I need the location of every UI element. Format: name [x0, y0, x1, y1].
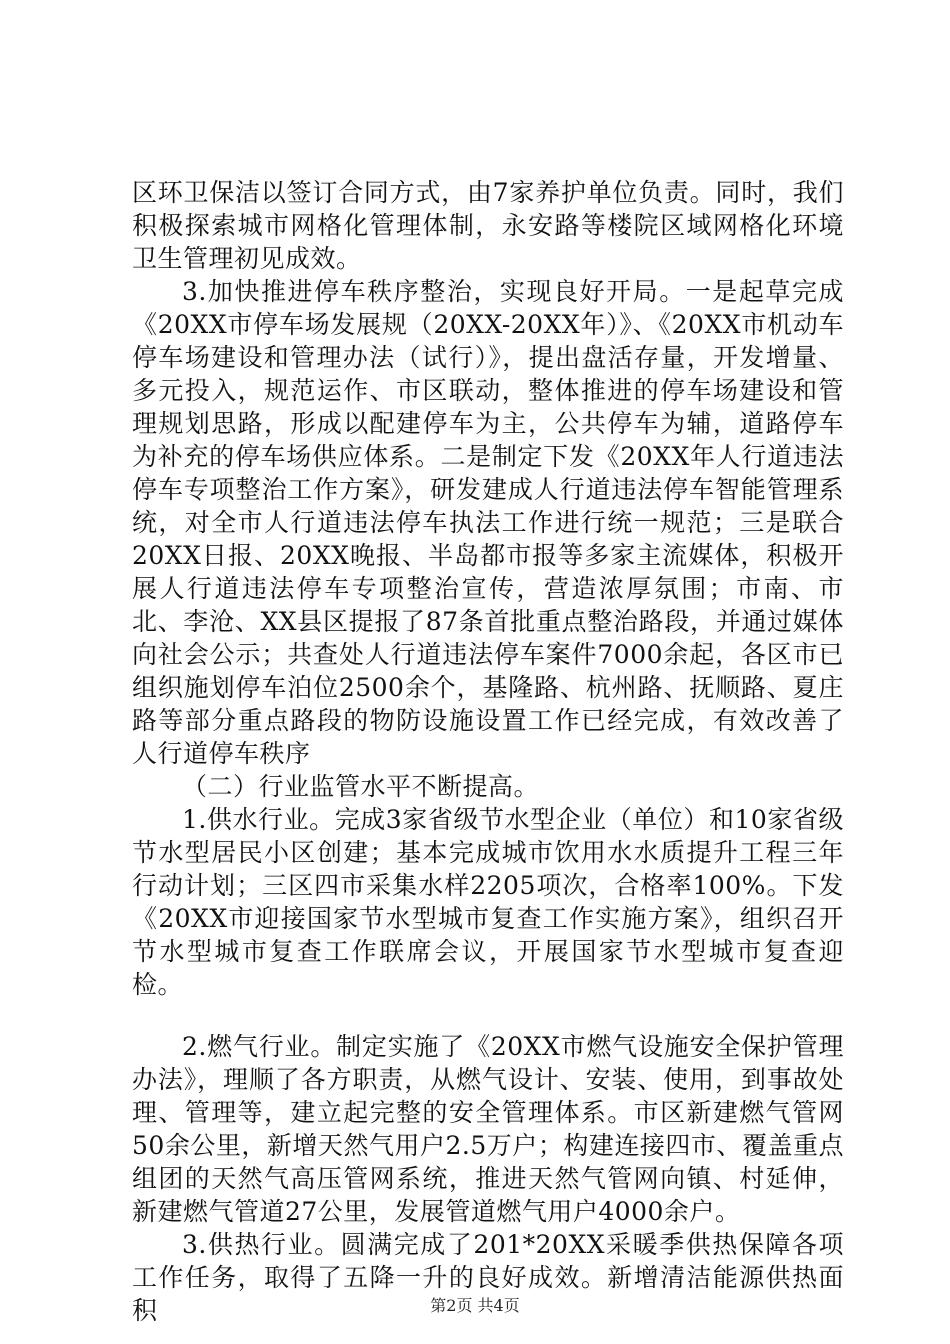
page-number: 第2页 共4页	[430, 1296, 520, 1315]
paragraph-water-supply: 1.供水行业。完成3家省级节水型企业（单位）和10家省级节水型居民小区创建；基本完成城市饮用水水质提升工程三年行动计划；三区四市采集水样2205项次，合格率100%。下发《20XX市迎接国家节水型城市复查工作实施方案》，组织召开节水型城市复查工作联席会议，开展国家节水型城市复查迎检。	[132, 805, 844, 999]
section-heading: （二）行业监管水平不断提高。	[182, 772, 540, 801]
document-body	[132, 176, 844, 1327]
paragraph-parking: 3.加快推进停车秩序整治，实现良好开局。一是起草完成《20XX市停车场发展规（20XX-20XX年）》、《20XX市机动车停车场建设和管理办法（试行）》，提出盘活存量，开发增量、多元投入，规范运作、市区联动，整体推进的停车场建设和管理规划思路，形成以配建停车为主，公共停车为辅，道路停车为补充的停车场供应体系。二是制定下发《20XX年人行道违法停车专项整治工作方案》，研发建成人行道违法停车智能管理系统，对全市人行道违法停车执法工作进行统一规范；三是联合20XX日报、20XX晚报、半岛都市报等多家主流媒体，积极开展人行道违法停车专项整治宣传，营造浓厚氛围；市南、市北、李沧、XX县区提报了87条首批重点整治路段，并通过媒体向社会公示；共查处人行道违法停车案件7000余起，各区市已组织施划停车泊位2500余个，基隆路、杭州路、抚顺路、夏庄路等部分重点路段的物防设施设置工作已经完成，有效改善了人行道停车秩序	[132, 277, 844, 768]
paragraph-heating: 3.供热行业。圆满完成了201*20XX采暖季供热保障各项工作任务，取得了五降一升的良好成效。新增清洁能源供热面积	[132, 1230, 844, 1325]
paragraph-continuation: 区环卫保洁以签订合同方式，由7家养护单位负责。同时，我们积极探索城市网格化管理体制，永安路等楼院区域网格化环境卫生管理初见成效。	[132, 178, 844, 273]
paragraph-gas: 2.燃气行业。制定实施了《20XX市燃气设施安全保护管理办法》，理顺了各方职责，从燃气设计、安装、使用，到事故处理、管理等，建立起完整的安全管理体系。市区新建燃气管网50余公里，新增天然气用户2.5万户；构建连接四市、覆盖重点组团的天然气高压管网系统，推进天然气管网向镇、村延伸，新建燃气管道27公里，发展管道燃气用户4000余户。	[132, 1032, 844, 1226]
